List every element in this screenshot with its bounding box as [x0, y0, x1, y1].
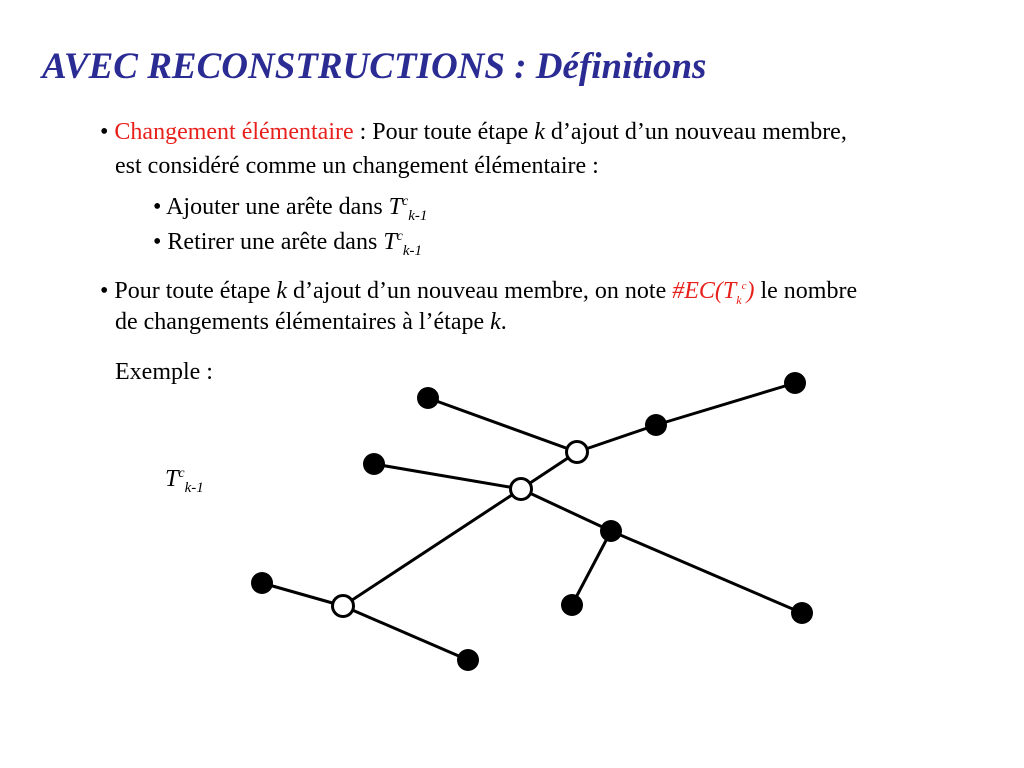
bullet1-line2: est considéré comme un changement élémentaire :: [115, 153, 599, 179]
sub-bullet-marker: •: [153, 229, 162, 255]
tree-edge: [572, 531, 611, 605]
tree-label-superscript: c: [178, 466, 185, 481]
sub-item-text: Retirer une arête dans: [167, 229, 384, 255]
tree-node-leaf: [600, 520, 622, 542]
bullet2-text-b: d’ajout d’un nouveau membre, on note: [287, 278, 673, 304]
bullet1-text-b: d’ajout d’un nouveau membre,: [544, 119, 847, 145]
t-subscript: k-1: [408, 208, 428, 224]
tree-node-leaf: [645, 414, 667, 436]
tree-edge: [577, 425, 656, 452]
tree-node-hollow: [333, 596, 354, 617]
t-subscript: k-1: [402, 243, 423, 259]
tree-edge: [343, 606, 468, 660]
term-changement-elementaire: Changement élémentaire: [114, 119, 354, 145]
bullet-marker: •: [100, 119, 109, 145]
ec-superscript: c: [741, 280, 747, 292]
sub-item-text: Ajouter une arête dans: [166, 194, 389, 220]
bullet2-line2-text: de changements élémentaires à l’étape: [115, 309, 491, 335]
tree-node-hollow: [511, 479, 532, 500]
bullet2-line2-k: k: [490, 309, 501, 335]
tree-edge: [611, 531, 802, 613]
leaf-nodes: [251, 372, 813, 671]
slide-title: AVEC RECONSTRUCTIONS : Définitions: [42, 46, 707, 87]
t-symbol: T: [383, 229, 397, 255]
tree-label-t: T: [165, 466, 179, 492]
tree-edge: [428, 398, 577, 452]
ec-subscript: k: [736, 293, 742, 307]
tree-edge: [656, 383, 795, 425]
ec-prefix: #EC(T: [672, 278, 737, 304]
tree-node-hollow: [567, 442, 588, 463]
t-symbol: T: [388, 194, 403, 220]
bullet1-text-a: : Pour toute étape: [353, 119, 535, 145]
tree-node-leaf: [784, 372, 806, 394]
bullet2-k: k: [276, 278, 288, 304]
tree-node-leaf: [251, 572, 273, 594]
bullet1-k: k: [534, 119, 545, 145]
bullet2-text-c: le nombre: [754, 278, 858, 304]
tree-node-leaf: [561, 594, 583, 616]
tree-edge: [262, 583, 343, 606]
tree-edge: [343, 489, 521, 606]
tree-edge: [374, 464, 521, 489]
tree-node-leaf: [417, 387, 439, 409]
bullet2-line2-end: .: [500, 309, 507, 335]
sub-bullet-marker: •: [153, 194, 162, 220]
tree-node-leaf: [791, 602, 813, 624]
tree-label-subscript: k-1: [184, 480, 204, 496]
t-superscript: c: [402, 194, 409, 209]
t-superscript: c: [396, 229, 403, 244]
ec-suffix: ): [746, 278, 755, 304]
tree-edge: [521, 489, 611, 531]
example-label: Exemple :: [115, 359, 213, 385]
tree-node-leaf: [457, 649, 479, 671]
bullet-marker: •: [100, 278, 109, 304]
bullet2-text-a: Pour toute étape: [114, 278, 277, 304]
tree-edges: [262, 383, 802, 660]
tree-node-leaf: [363, 453, 385, 475]
